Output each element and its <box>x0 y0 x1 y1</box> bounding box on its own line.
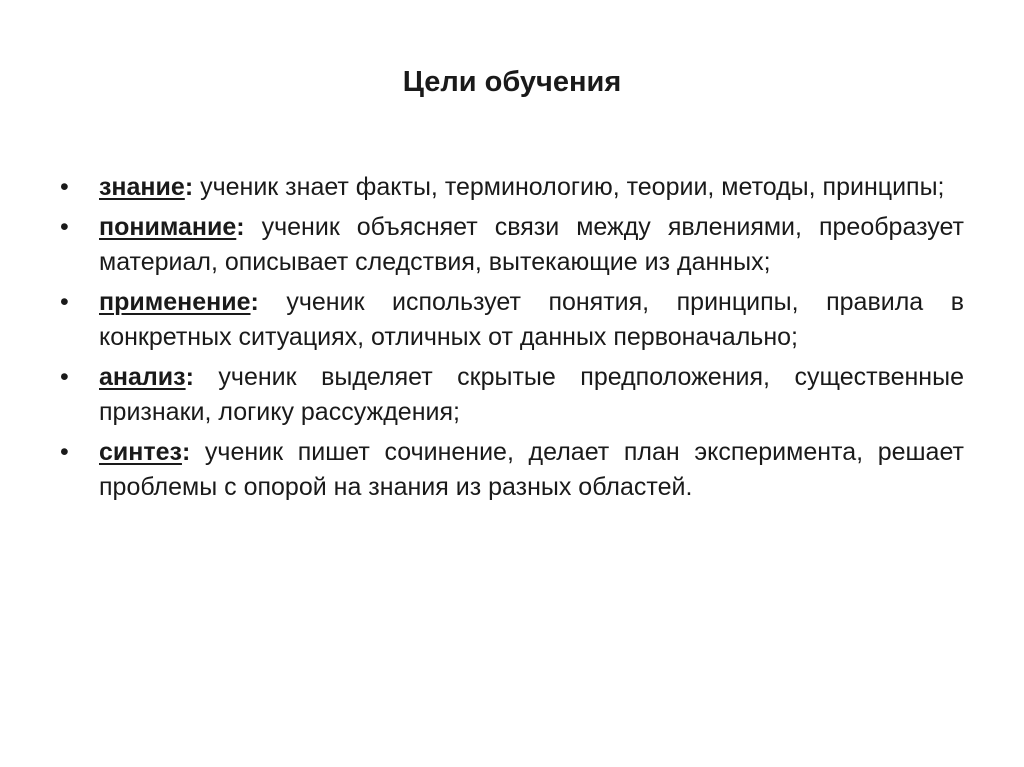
bullet-icon: • <box>60 173 69 201</box>
goal-term-colon: : <box>185 363 194 391</box>
goal-term-colon: : <box>184 173 194 201</box>
goal-term: анализ <box>99 363 186 391</box>
goal-term-colon: : <box>181 438 191 466</box>
list-item <box>60 210 964 280</box>
goal-term-colon: : <box>236 213 245 241</box>
goal-description: ученик выделяет скрытые предположения, существенные признаки, логику рассуждения; <box>99 363 964 426</box>
learning-goals-list <box>60 170 964 510</box>
goal-term-colon: : <box>250 288 259 316</box>
list-item <box>60 285 964 355</box>
slide-title: Цели обучения <box>402 66 622 98</box>
list-item <box>60 360 964 430</box>
goal-term: синтез <box>99 438 182 466</box>
goal-description: ученик использует понятия, принципы, правила в конкретных ситуациях, отличных от данных первоначально; <box>99 288 964 351</box>
bullet-icon: • <box>60 213 69 241</box>
bullet-icon: • <box>60 363 69 391</box>
bullet-icon: • <box>60 288 69 316</box>
goal-term: применение <box>99 288 251 316</box>
goal-description: ученик объясняет связи между явлениями, преобразует материал, описывает следствия, вытекающие из данных; <box>99 213 964 276</box>
goal-term: знание <box>99 173 185 201</box>
list-item <box>60 435 964 505</box>
list-item <box>60 170 964 205</box>
goal-term: понимание <box>99 213 237 241</box>
bullet-icon: • <box>60 438 69 466</box>
goal-description: ученик пишет сочинение, делает план эксперимента, решает проблемы с опорой на знания из разных областей. <box>99 438 964 501</box>
goal-description: ученик знает факты, терминологию, теории, методы, принципы; <box>193 173 945 201</box>
